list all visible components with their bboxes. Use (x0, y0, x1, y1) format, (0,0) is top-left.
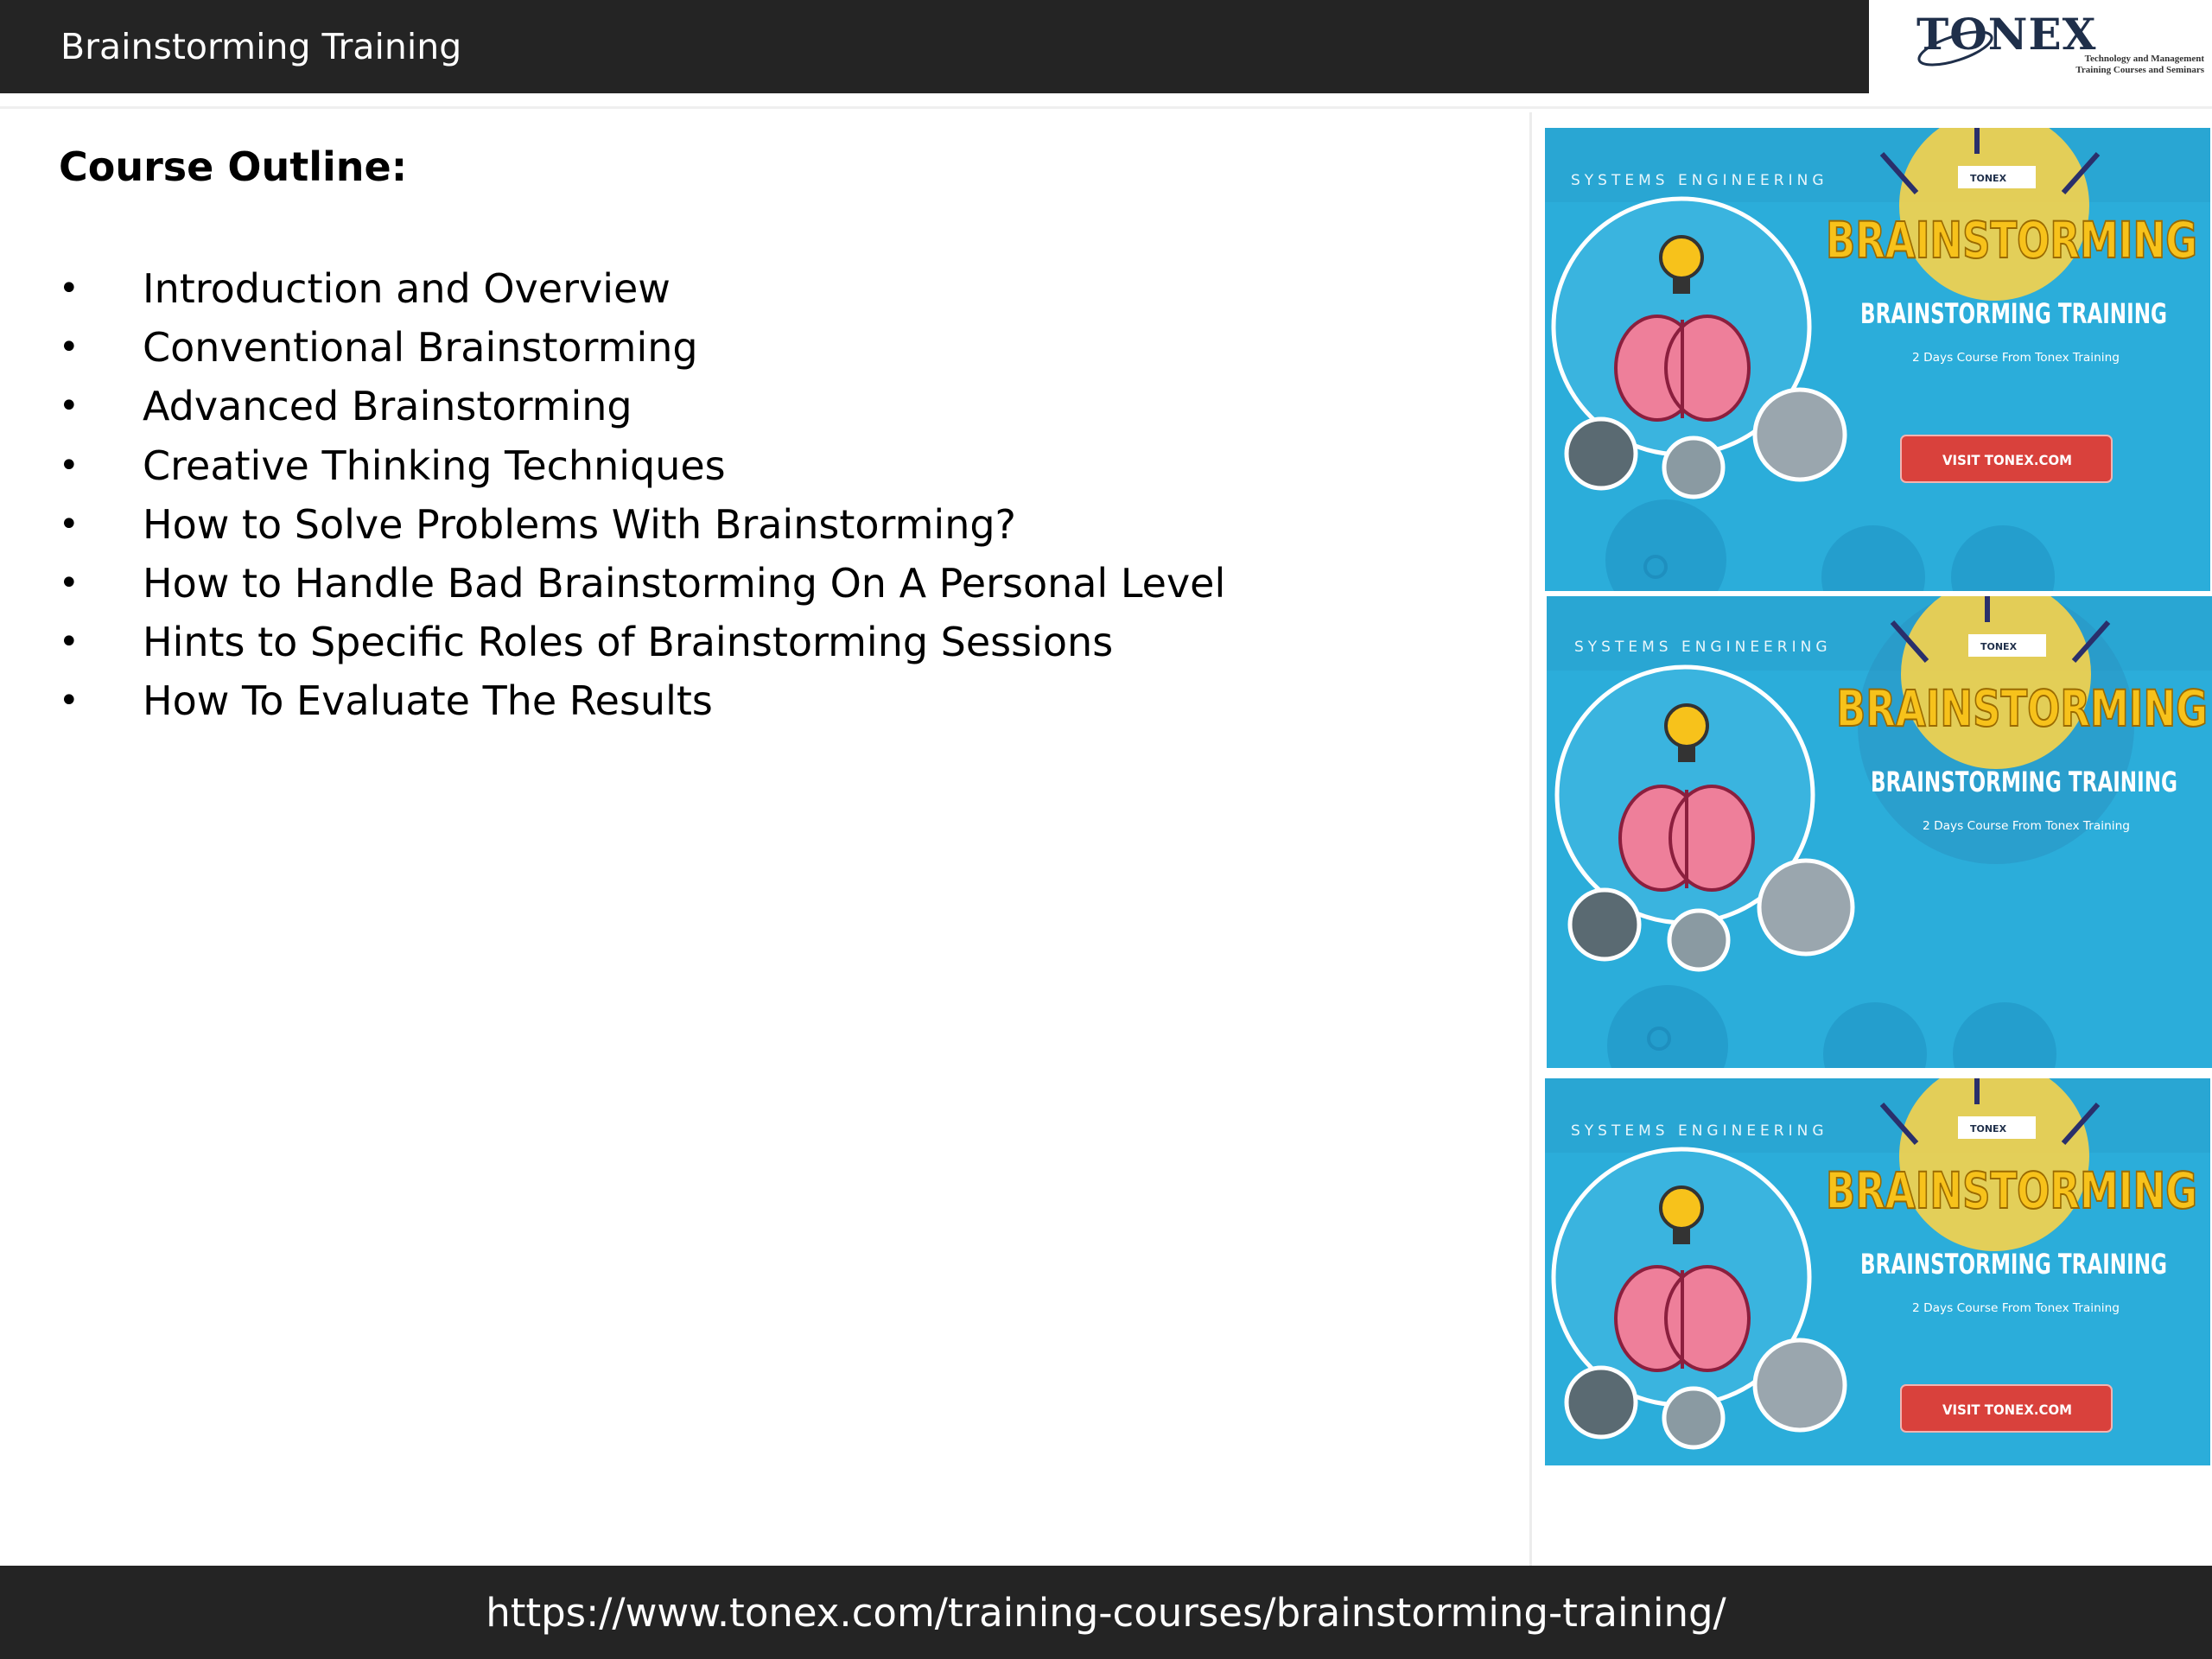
slide-title: Brainstorming Training (60, 26, 462, 67)
banner-subtitle: BRAINSTORMING TRAINING (1860, 297, 2167, 330)
bullet-icon: • (59, 327, 79, 368)
banner-headline: BRAINSTORMING (1826, 211, 2197, 270)
logo-tagline: Technology and Management Training Courses and Seminars (2075, 54, 2204, 75)
banner-kicker: SYSTEMS ENGINEERING (1571, 172, 1828, 189)
banner-subtitle: BRAINSTORMING TRAINING (1860, 1248, 2167, 1281)
bullet-icon: • (59, 681, 79, 721)
bullet-icon: • (59, 504, 79, 544)
outline-item: • How to Handle Bad Brainstorming On A Personal Level (59, 554, 1225, 613)
outline-heading: Course Outline: (59, 143, 408, 190)
outline-item: • How to Solve Problems With Brainstorming? (59, 495, 1225, 554)
banner-tagline: 2 Days Course From Tonex Training (1923, 820, 2130, 833)
logo-wordmark: TONEX (1916, 9, 2097, 60)
bullet-icon: • (59, 269, 79, 308)
svg-text:TONEX: TONEX (1970, 173, 2007, 184)
photo-circle (1664, 438, 1723, 497)
outline-item: • How To Evaluate The Results (59, 671, 1225, 730)
lightbulb-icon (1661, 1187, 1702, 1229)
bullet-icon: • (59, 622, 79, 663)
photo-circle (1755, 1340, 1845, 1430)
lightbulb-icon (1661, 237, 1702, 278)
banner-headline: BRAINSTORMING (1836, 679, 2208, 738)
outline-list (59, 259, 1225, 731)
bullet-icon: • (59, 445, 79, 486)
banner-headline: BRAINSTORMING (1826, 1161, 2197, 1220)
outline-item: • Advanced Brainstorming (59, 377, 1225, 435)
bullet-icon: • (59, 563, 79, 603)
svg-text:TONEX: TONEX (1980, 641, 2018, 652)
brain-icon (1616, 316, 1749, 420)
course-banner-2[interactable] (1547, 596, 2212, 1068)
svg-text:VISIT TONEX.COM: VISIT TONEX.COM (1942, 452, 2072, 468)
tonex-logo (1869, 0, 2212, 93)
banner-kicker: SYSTEMS ENGINEERING (1574, 639, 1832, 656)
photo-circle (1669, 911, 1728, 969)
banner-kicker: SYSTEMS ENGINEERING (1571, 1122, 1828, 1140)
brain-icon (1620, 786, 1753, 890)
banner-tagline: 2 Days Course From Tonex Training (1912, 352, 2120, 365)
bullet-icon: • (59, 386, 79, 427)
photo-circle (1759, 861, 1853, 954)
title-bar (0, 0, 1869, 93)
outline-item: • Creative Thinking Techniques (59, 436, 1225, 495)
brain-icon (1616, 1267, 1749, 1370)
banner-subtitle: BRAINSTORMING TRAINING (1871, 766, 2177, 798)
footer-url-link[interactable]: https://www.tonex.com/training-courses/brainstorming-training/ (486, 1589, 1726, 1636)
banner-tagline: 2 Days Course From Tonex Training (1912, 1302, 2120, 1315)
footer-bar (0, 1566, 2212, 1659)
outline-item: • Conventional Brainstorming (59, 318, 1225, 377)
photo-circle (1755, 390, 1845, 480)
outline-item: • Introduction and Overview (59, 259, 1225, 318)
course-banner-3[interactable] (1545, 1078, 2210, 1465)
photo-circle (1570, 890, 1639, 959)
photo-circle (1664, 1389, 1723, 1447)
lightbulb-icon (1666, 705, 1707, 747)
photo-circle (1567, 1368, 1636, 1437)
svg-text:VISIT TONEX.COM: VISIT TONEX.COM (1942, 1402, 2072, 1418)
course-banner-1[interactable] (1545, 128, 2210, 591)
outline-item: • Hints to Specific Roles of Brainstorming Sessions (59, 613, 1225, 671)
header-divider (0, 106, 2212, 109)
svg-text:TONEX: TONEX (1970, 1123, 2007, 1135)
photo-circle (1567, 419, 1636, 488)
column-divider (1529, 112, 1532, 1566)
